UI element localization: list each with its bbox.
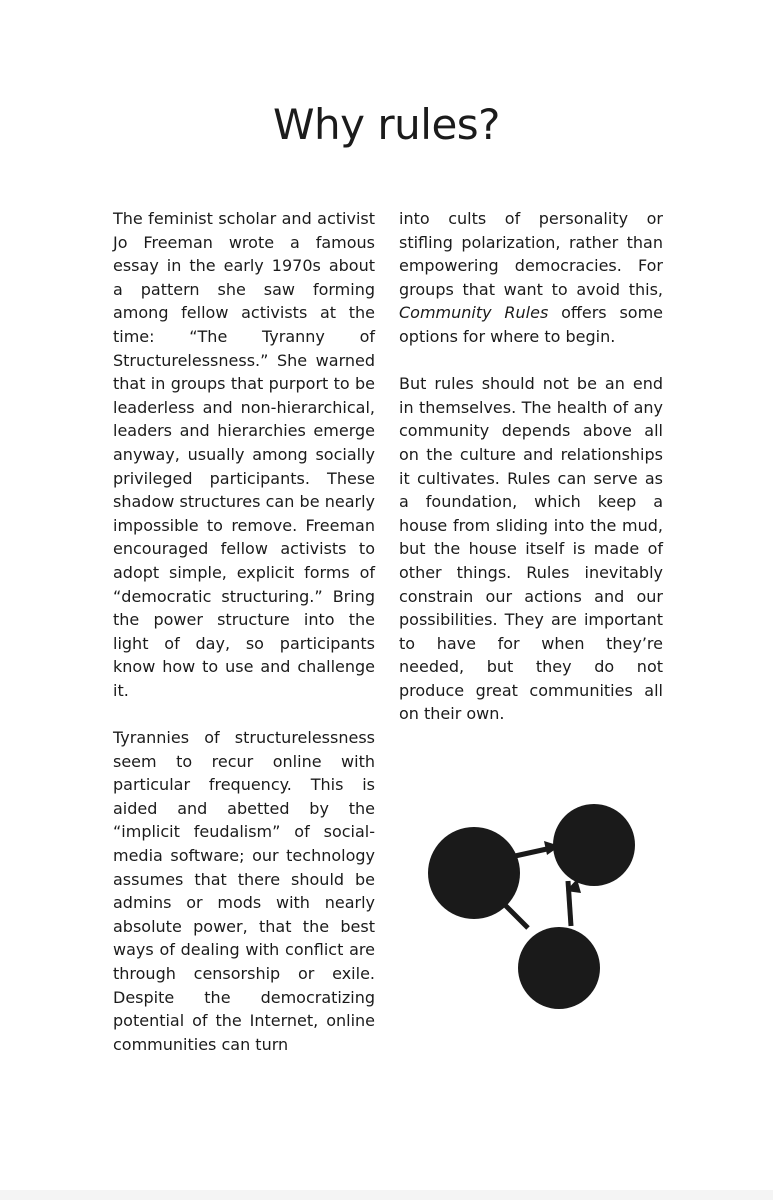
page-title: Why rules? <box>273 100 500 149</box>
right-paragraph-1-start: into cults of personality or stifling polarization, rather than empowering democracies. For groups that want to avoid this, <box>399 209 663 299</box>
page-bottom-edge <box>0 1190 773 1200</box>
right-paragraph-1-end: offers some options for where to begin. <box>399 303 663 346</box>
left-paragraph-2: Tyrannies of structurelessness seem to recur online with particular frequency. This is aided and abetted by the “implicit feudalism” of social-media software; our technology assumes that there should be admins or mods with nearly absolute power, that the best ways of dealing with conflict are through censorship or exile. Despite the democratizing potential of the Internet, online communities can turn <box>113 728 375 1054</box>
book-title-emphasis: Community Rules <box>399 303 549 323</box>
three-connected-circles-icon <box>420 795 640 1010</box>
left-text-column <box>113 207 375 1080</box>
left-paragraph-1: The feminist scholar and activist Jo Freeman wrote a famous essay in the early 1970s about a pattern she saw forming among fellow activists at the time: “The Tyranny of Structurelessness.” She warned that in groups that purport to be leaderless and non-hierarchical, leaders and hierarchies emerge anyway, usually among socially privileged participants. These shadow structures can be nearly impossible to remove. Freeman encouraged fellow activists to adopt simple, explicit forms of “democratic structuring.” Bring the power structure into the light of day, so participants know how to use and challenge it. <box>113 209 375 700</box>
right-paragraph-2: But rules should not be an end in themselves. The health of any community depends above all on the culture and relationships it cultivates. Rules can serve as a foundation, which keep a house from sliding into the mud, but the house itself is made of other things. Rules inevitably constrain our actions and our possibilities. They are important to have for when they’re needed, but they do not produce great communities all on their own. <box>399 374 663 724</box>
right-text-column <box>399 207 663 750</box>
right-paragraph-1 <box>399 207 663 349</box>
